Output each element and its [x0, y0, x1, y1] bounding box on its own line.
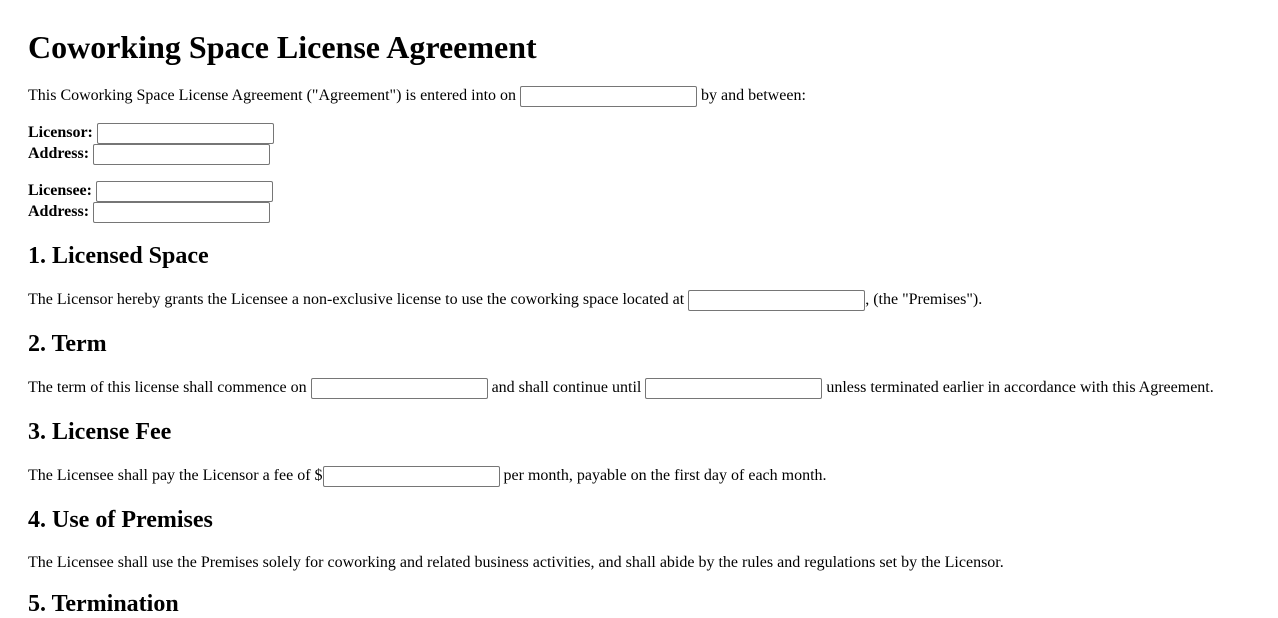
section-heading-licensed-space: 1. Licensed Space: [28, 243, 209, 269]
licensed-space-line: [28, 289, 982, 311]
section-heading-license-fee: 3. License Fee: [28, 419, 172, 445]
licensor-field[interactable]: [97, 123, 274, 144]
licensor-line: [28, 122, 278, 144]
license-fee-line: [28, 465, 827, 487]
licensor-address-line: [28, 143, 274, 165]
term-text-before: The term of this license shall commence on: [28, 379, 307, 396]
term-start-date-field[interactable]: [311, 378, 488, 399]
section-heading-termination: 5. Termination: [28, 591, 179, 617]
intro-text-after: by and between:: [701, 87, 806, 104]
term-line: [28, 377, 1214, 399]
use-of-premises-text: [28, 552, 1004, 574]
licensee-field[interactable]: [96, 181, 273, 202]
licensee-line: [28, 180, 277, 202]
page-title: Coworking Space License Agreement: [28, 29, 537, 65]
premises-address-field[interactable]: [688, 290, 865, 311]
section-heading-use-of-premises: 4. Use of Premises: [28, 507, 213, 533]
license-fee-amount-field[interactable]: [323, 466, 500, 487]
licensee-label: Licensee:: [28, 182, 92, 199]
licensor-address-field[interactable]: [93, 144, 270, 165]
licensee-address-label: Address:: [28, 203, 90, 220]
licensor-address-label: Address:: [28, 145, 90, 162]
license-fee-text-before: The Licensee shall pay the Licensor a fee of $: [28, 467, 323, 484]
license-fee-text-after: per month, payable on the first day of each month.: [503, 467, 827, 484]
term-text-after: unless terminated earlier in accordance with this Agreement.: [826, 379, 1214, 396]
use-of-premises-paragraph: The Licensee shall use the Premises solely for coworking and related business activities, and shall abide by the rules and regulations set by the Licensor.: [28, 554, 1004, 571]
licensed-space-text-after: , (the "Premises").: [865, 291, 983, 308]
term-text-middle: and shall continue until: [491, 379, 642, 396]
intro-line: [28, 85, 806, 107]
term-end-date-field[interactable]: [645, 378, 822, 399]
licensee-address-line: [28, 201, 274, 223]
licensee-address-field[interactable]: [93, 202, 270, 223]
licensor-label: Licensor:: [28, 124, 93, 141]
section-heading-term: 2. Term: [28, 331, 107, 357]
licensed-space-text-before: The Licensor hereby grants the Licensee a non-exclusive license to use the coworking space located at: [28, 291, 685, 308]
agreement-date-field[interactable]: [520, 86, 697, 107]
intro-text-before: This Coworking Space License Agreement ("Agreement") is entered into on: [28, 87, 517, 104]
